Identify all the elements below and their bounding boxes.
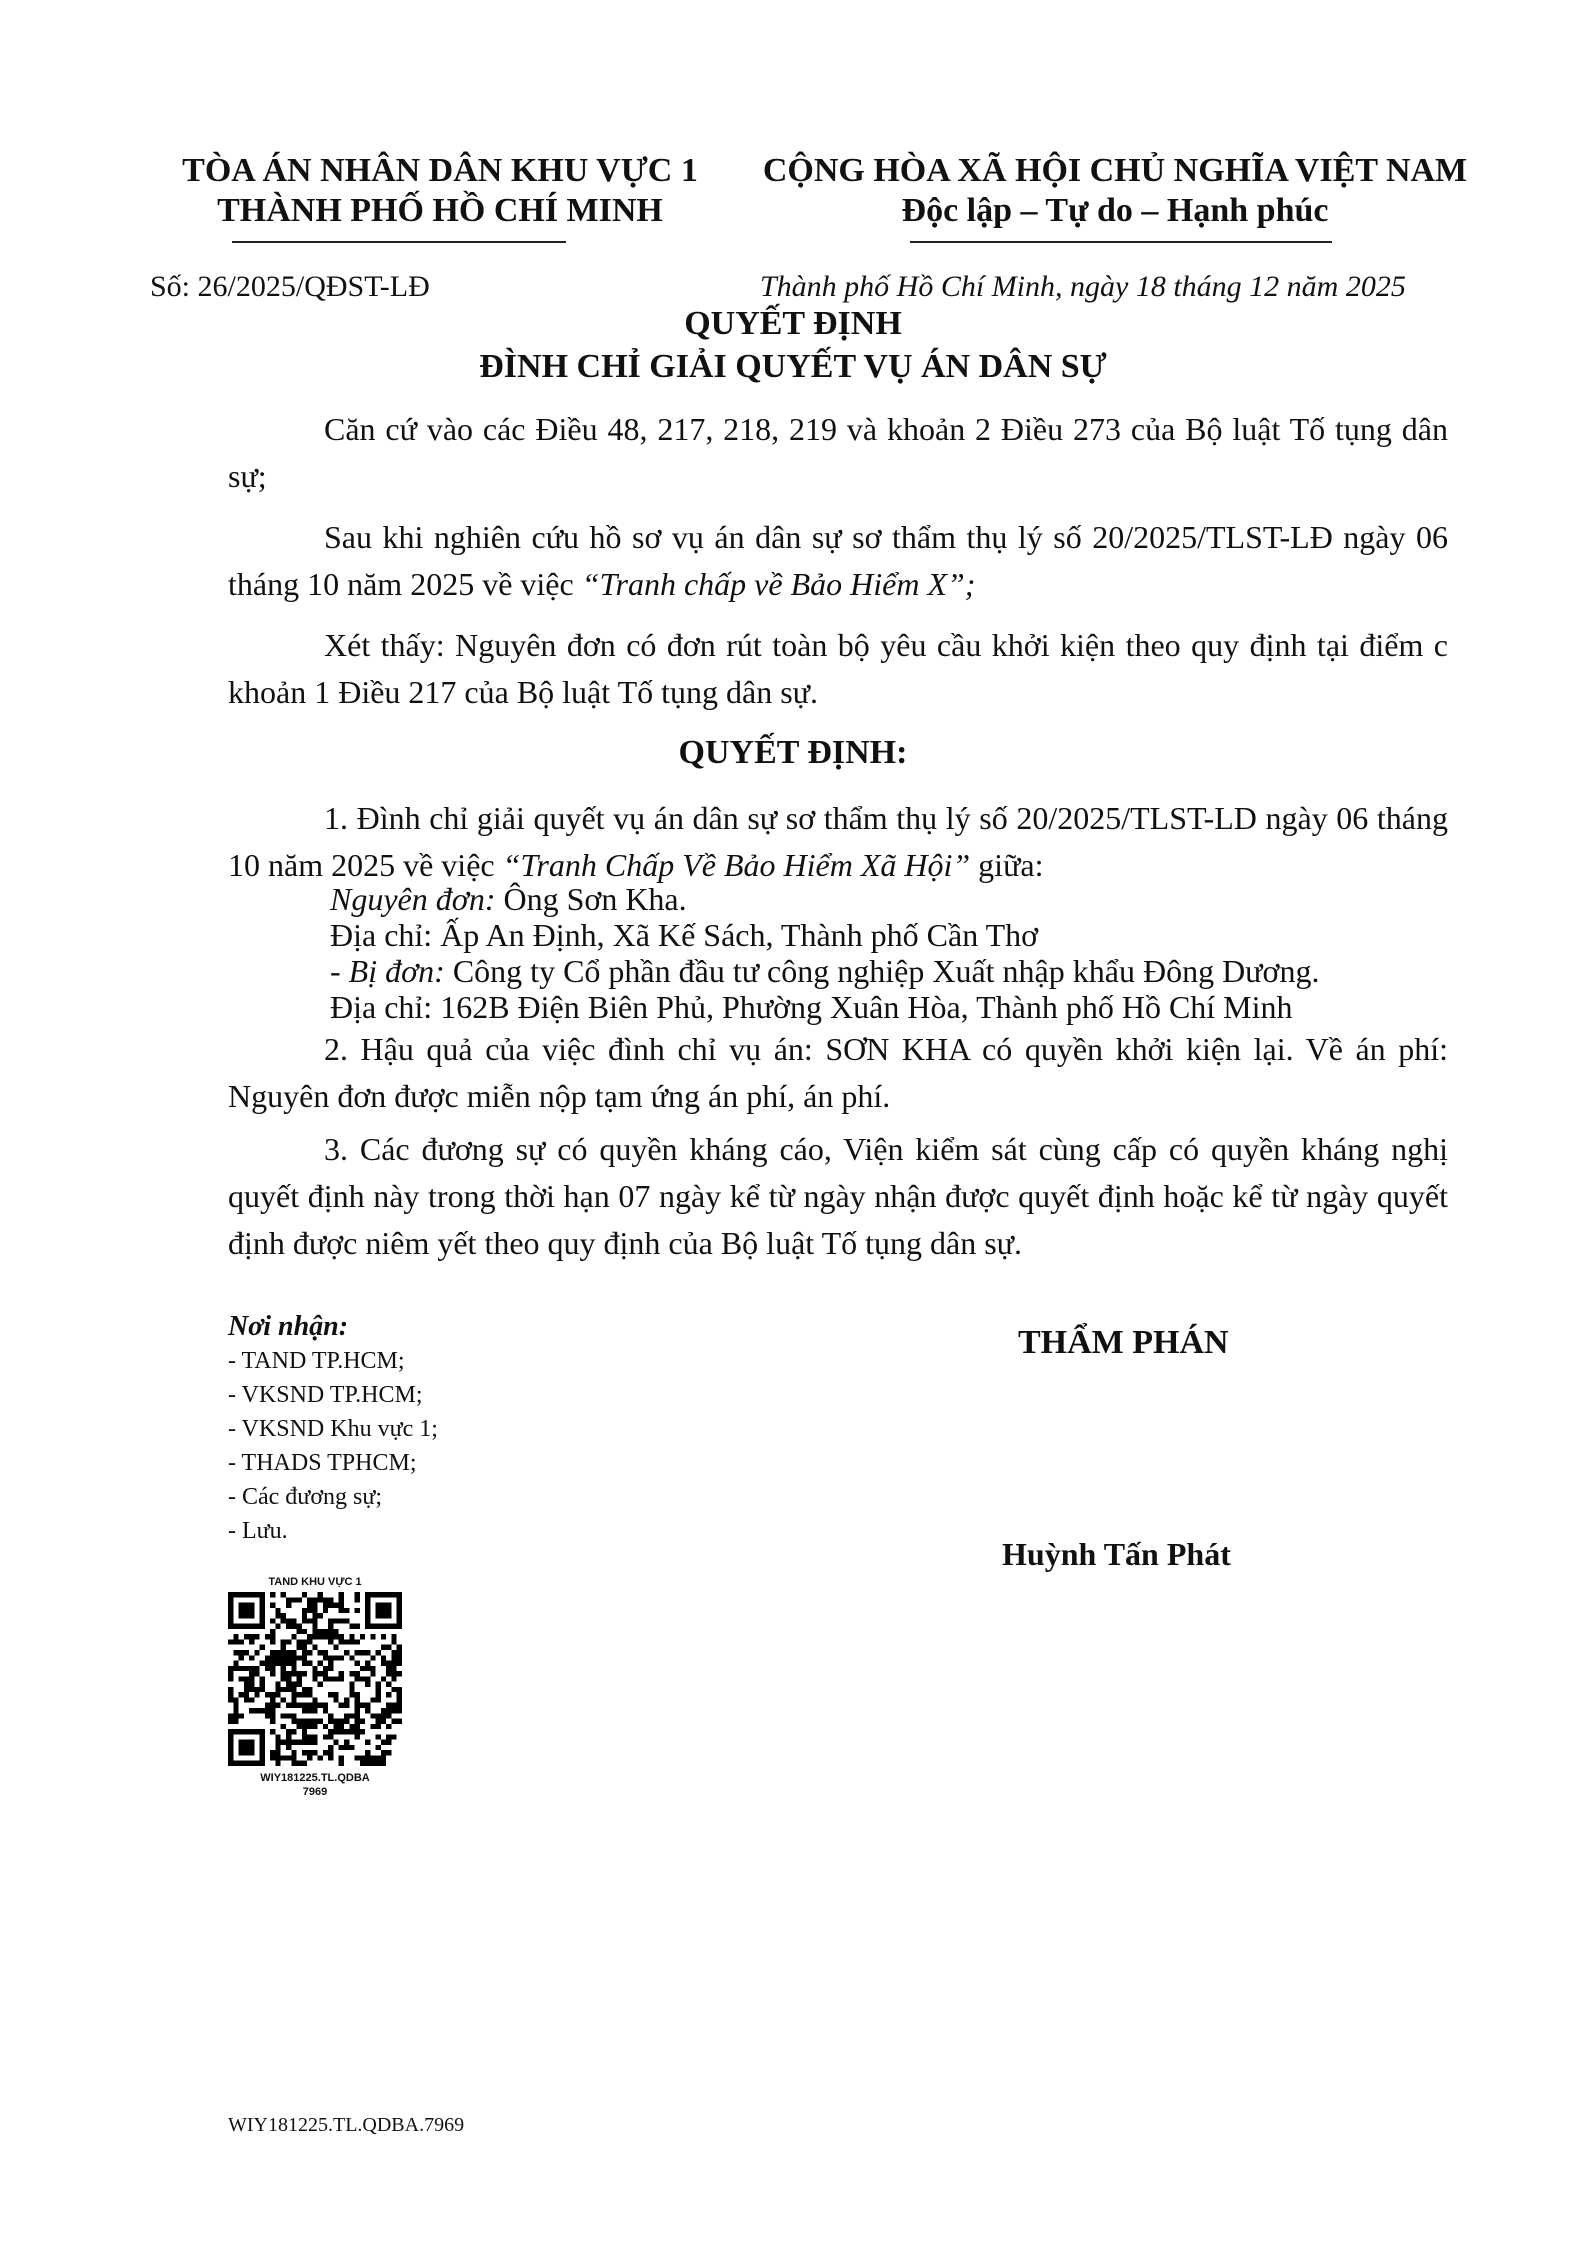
- finding-paragraph: [228, 622, 1448, 716]
- case-review-text: Sau khi nghiên cứu hồ sơ vụ án dân sự sơ thẩm thụ lý số 20/2025/TLST-LĐ ngày 06 tháng 10 năm 2025 về việc: [228, 519, 1448, 602]
- recipient-item: - VKSND Khu vực 1;: [228, 1416, 438, 1442]
- defendant-name: Công ty Cổ phần đầu tư công nghiệp Xuất nhập khẩu Đông Dương.: [444, 953, 1320, 989]
- signature-role: THẨM PHÁN: [1018, 1324, 1229, 1361]
- nation-motto: Độc lập – Tự do – Hạnh phúc: [901, 192, 1329, 229]
- plaintiff-label: Nguyên đơn:: [330, 881, 496, 917]
- court-underline: [232, 241, 566, 243]
- defendant-address: Địa chỉ: 162B Điện Biên Phủ, Phường Xuân Hòa, Thành phố Hồ Chí Minh: [330, 989, 1293, 1025]
- recipient-item: - VKSND TP.HCM;: [228, 1382, 423, 1408]
- qr-code: [228, 1592, 402, 1766]
- case-subject: “Tranh chấp về Bảo Hiểm X”;: [581, 566, 976, 602]
- qr-code-graphic: [228, 1592, 402, 1766]
- plaintiff-address: Địa chỉ: Ấp An Định, Xã Kế Sách, Thành phố Cần Thơ: [330, 917, 1039, 953]
- court-name-line2: THÀNH PHỐ HỒ CHÍ MINH: [217, 192, 663, 229]
- recipient-item: - TAND TP.HCM;: [228, 1348, 405, 1374]
- defendant-line: [330, 952, 1319, 990]
- decision-item-2: [228, 1026, 1448, 1120]
- legal-basis-text: Căn cứ vào các Điều 48, 217, 218, 219 và khoản 2 Điều 273 của Bộ luật Tố tụng dân sự;: [228, 411, 1448, 494]
- defendant-label: Bị đơn:: [348, 953, 445, 989]
- nation-line1: CỘNG HÒA XÃ HỘI CHỦ NGHĨA VIỆT NAM: [762, 152, 1468, 189]
- decision-item-1-tail: giữa:: [970, 847, 1044, 883]
- decision-item-1: [228, 795, 1448, 889]
- document-subtitle: ĐÌNH CHỈ GIẢI QUYẾT VỤ ÁN DÂN SỰ: [479, 348, 1107, 385]
- recipients-block: [228, 1310, 438, 1548]
- recipient-item: - THADS TPHCM;: [228, 1450, 417, 1476]
- recipient-item: - Lưu.: [228, 1518, 288, 1544]
- document-title: QUYẾT ĐỊNH: [684, 305, 902, 342]
- decision-item-1-subject: “Tranh Chấp Về Bảo Hiểm Xã Hội”: [502, 847, 971, 883]
- decision-item-3: [228, 1126, 1448, 1267]
- case-review-paragraph: [228, 514, 1448, 608]
- finding-text: Xét thấy: Nguyên đơn có đơn rút toàn bộ yêu cầu khởi kiện theo quy định tại điểm c khoản 1 Điều 217 của Bộ luật Tố tụng dân sự.: [228, 627, 1448, 710]
- recipients-heading: Nơi nhận:: [228, 1311, 349, 1342]
- qr-caption-bottom2: 7969: [302, 1786, 328, 1798]
- legal-basis-paragraph: [228, 406, 1448, 500]
- recipient-item: - Các đương sự;: [228, 1484, 383, 1510]
- nation-underline: [910, 241, 1332, 243]
- court-name-line1: TÒA ÁN NHÂN DÂN KHU VỰC 1: [182, 152, 698, 189]
- footer-document-code: WIY181225.TL.QDBA.7969: [228, 2114, 465, 2136]
- defendant-prefix: -: [330, 953, 349, 989]
- decision-item-2-text: 2. Hậu quả của việc đình chỉ vụ án: SƠN KHA có quyền khởi kiện lại. Về án phí: Nguyên đơn được miễn nộp tạm ứng án phí, án phí.: [228, 1031, 1448, 1114]
- qr-caption-top: TAND KHU VỰC 1: [268, 1576, 362, 1588]
- decision-heading: QUYẾT ĐỊNH:: [678, 734, 908, 771]
- plaintiff-name: Ông Sơn Kha.: [495, 881, 687, 917]
- signature-name: Huỳnh Tấn Phát: [1002, 1536, 1231, 1572]
- qr-caption-bottom1: WIY181225.TL.QDBA: [260, 1772, 370, 1784]
- decision-item-3-text: 3. Các đương sự có quyền kháng cáo, Viện kiểm sát cùng cấp có quyền kháng nghị quyết định này trong thời hạn 07 ngày kể từ ngày nhận được quyết định hoặc kể từ ngày quyết định được niêm yết theo quy định của Bộ luật Tố tụng dân sự.: [228, 1131, 1448, 1261]
- plaintiff-line: [330, 880, 687, 918]
- place-and-date: Thành phố Hồ Chí Minh, ngày 18 tháng 12 năm 2025: [760, 270, 1406, 303]
- decision-item-1-text: 1. Đình chỉ giải quyết vụ án dân sự sơ thẩm thụ lý số 20/2025/TLST-LD ngày 06 tháng 10 năm 2025 về việc: [228, 800, 1448, 883]
- document-number: Số: 26/2025/QĐST-LĐ: [150, 270, 430, 303]
